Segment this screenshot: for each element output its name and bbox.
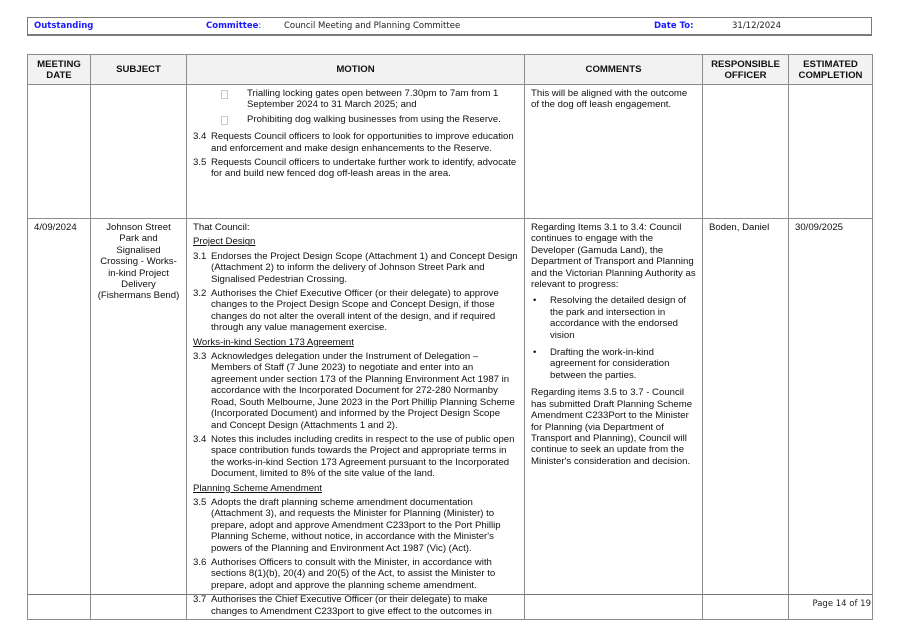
comments-paragraph: Regarding items 3.5 to 3.7 - Council has submitted Draft Planning Scheme Amendment C233Port to the Minister for Planning (via Department of Transport and Planning), Council will continue to seek an update from the Minister's consideration and decision. — [531, 387, 693, 467]
bullet-icon: • — [533, 347, 537, 359]
comments-cell — [525, 219, 703, 620]
motion-sub-bullet: Prohibiting dog walking businesses from using the Reserve. — [193, 114, 518, 128]
committee-value: Council Meeting and Planning Committee — [284, 21, 461, 31]
bullet-icon: • — [533, 295, 537, 307]
responsible-officer-cell — [703, 85, 789, 219]
footer-divider — [27, 594, 872, 595]
estimated-completion-cell — [789, 85, 873, 219]
subject-cell — [91, 85, 187, 219]
comments-cell: This will be aligned with the outcome of the dog off leash engagement. — [525, 85, 703, 219]
motion-item: 3.2 Authorises the Chief Executive Officer (or their delegate) to approve changes to the Project Design Scope and Concept Design, if those changes do not alter the overall intent of the design, and if required through any value management exercise. — [193, 288, 499, 334]
date-to-value: 31/12/2024 — [732, 21, 781, 31]
status-label: Outstanding — [34, 21, 94, 31]
motion-item: 3.6 Authorises Officers to consult with the Minister, in accordance with sections 8(1)(b), 20(4) and 20(5) of the Act, to assist the Minister to prepare, adopt and approve the planning scheme amendment. — [193, 556, 496, 591]
motion-intro: That Council: — [193, 222, 250, 233]
header-responsible-officer: RESPONSIBLE OFFICER — [703, 55, 789, 85]
committee-label: Committee — [206, 21, 259, 31]
section-heading-planning-scheme: Planning Scheme Amendment — [193, 482, 323, 494]
motion-item: 3.1 Endorses the Project Design Scope (Attachment 1) and Concept Design (Attachment 2) to inform the delivery of Johnson Street Park and Signalised Pedestrian Crossing. — [193, 250, 518, 285]
section-heading-works-in-kind: Works-in-kind Section 173 Agreement — [193, 336, 354, 348]
meeting-date-cell — [28, 85, 91, 219]
comments-bullet: • Drafting the work-in-kind agreement for consideration between the parties. — [533, 347, 670, 381]
table-header-row — [28, 55, 873, 85]
motion-cell — [187, 85, 525, 219]
motion-sub-bullet: Trialling locking gates open between 7.30pm to 7am from 1 September 2024 to 31 March 2025; and — [193, 88, 518, 111]
responsible-officer-cell: Boden, Daniel — [703, 219, 789, 620]
motion-item: 3.7 Authorises the Chief Executive Officer (or their delegate) to make changes to Amendment C233port to give effect to the outcomes in — [193, 594, 492, 617]
subject-cell: Johnson Street Park and Signalised Crossing - Works-in-kind Project Delivery (Fishermans Bend) — [91, 219, 187, 620]
header-motion: MOTION — [187, 55, 525, 85]
motion-cell — [187, 219, 525, 620]
motion-item: 3.4 Notes this includes including credits in respect to the use of public open space contribution funds towards the Project and appropriate terms in the works-in-kind Section 173 Agreement pursuant to the Incorporated Document, limited to 8% of the site value of the land. — [193, 433, 515, 480]
filter-bar — [27, 17, 872, 36]
header-estimated-completion: ESTIMATED COMPLETION — [789, 55, 873, 85]
table-row — [28, 219, 873, 620]
comments-paragraph: Regarding Items 3.1 to 3.4: Council continues to engage with the Developer (Gamuda Land), the Department of Transport and Planning and the Victorian Planning Authority as relevant to progress: — [531, 222, 696, 291]
header-meeting-date: MEETING DATE — [28, 55, 91, 85]
page-number: Page 14 of 19 — [812, 599, 871, 609]
committee-label-group — [206, 21, 261, 31]
header-subject: SUBJECT — [91, 55, 187, 85]
checkbox-bullet-icon — [221, 88, 247, 111]
meeting-date-cell: 4/09/2024 — [28, 219, 91, 620]
motion-item: 3.4 Requests Council officers to look for opportunities to improve education and enforcement and make design enhancements to the Reserve. — [193, 131, 514, 154]
committee-colon: : — [258, 21, 262, 31]
comments-bullet: • Resolving the detailed design of the park and intersection in accordance with the endorsed vision — [533, 295, 687, 341]
motion-item: 3.5 Adopts the draft planning scheme amendment documentation (Attachment 3), and requests the Minister for Planning (Minister) to prepare, adopt and approve Amendment C233port to the Port Phillip Planning Scheme, without notice, in accordance with the Minister's powers of the Planning and Environment Act 1987 (Vic) (Act). — [193, 496, 501, 554]
checkbox-bullet-icon — [221, 114, 247, 128]
date-to-label: Date To: — [654, 21, 694, 31]
motion-item: 3.5 Requests Council officers to undertake further work to identify, advocate for and build new fenced dog off-leash areas in the area. — [193, 157, 517, 180]
estimated-completion-cell: 30/09/2025 — [789, 219, 873, 620]
outstanding-actions-table — [27, 54, 873, 620]
section-heading-project-design: Project Design — [193, 236, 256, 248]
header-comments: COMMENTS — [525, 55, 703, 85]
table-row — [28, 85, 873, 219]
motion-item: 3.3 Acknowledges delegation under the Instrument of Delegation – Members of Staff (7 June 2023) to negotiate and enter into an agreement under section 173 of the Planning Environment Act 1987 in accordance with the Incorporated Document for 272-280 Normanby Road, South Melbourne, June 2023 in the Port Phillip Planning Scheme (Incorporated Document) and informed by the Project Design Scope and Concept Design (Attachments 1 and 2). — [193, 351, 515, 431]
